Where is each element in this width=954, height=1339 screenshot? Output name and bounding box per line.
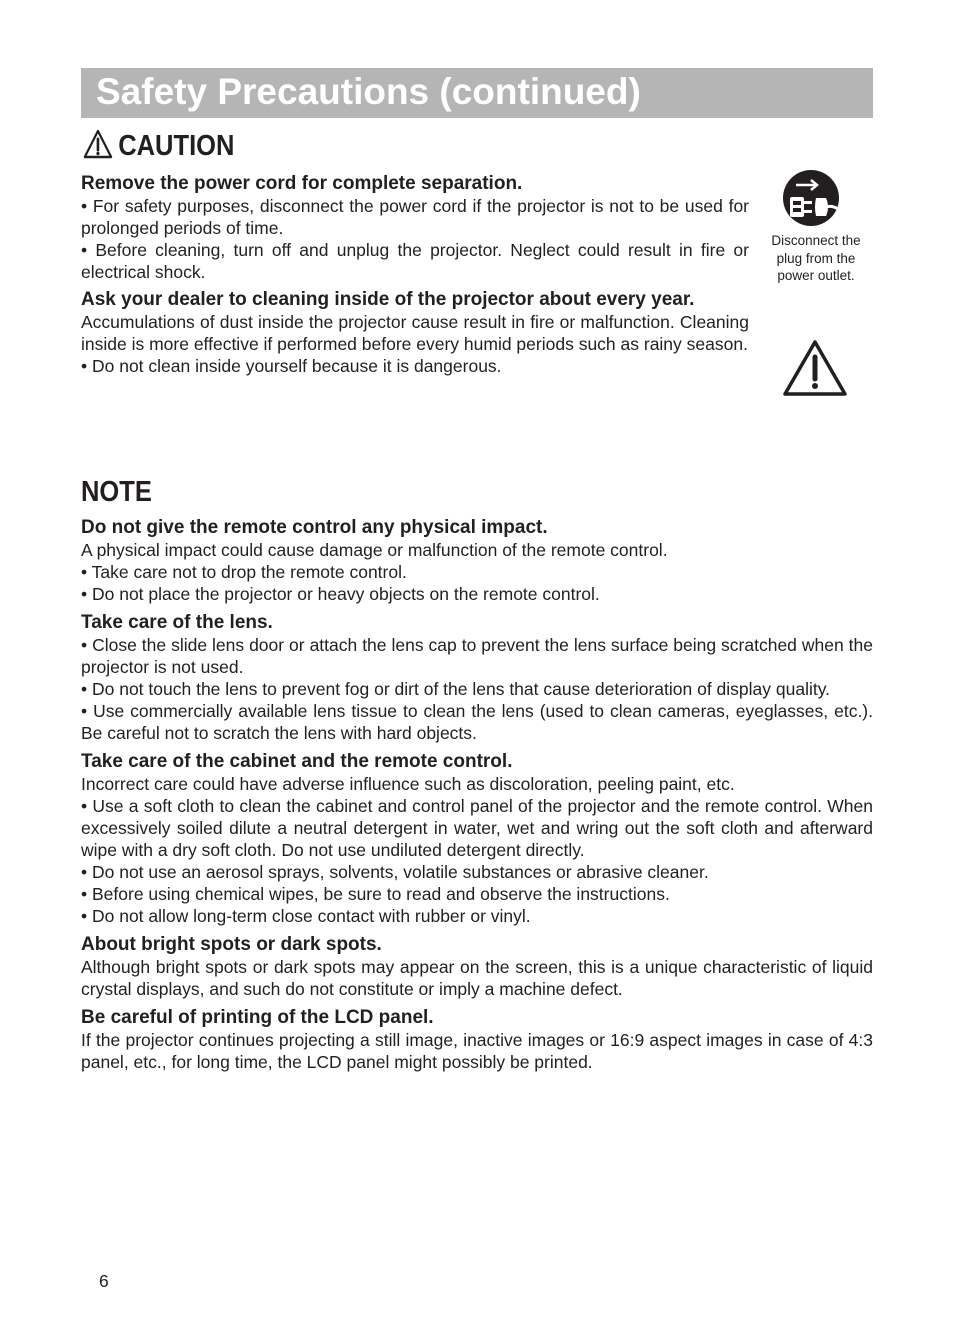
title-bar bbox=[81, 68, 873, 118]
caution-section bbox=[81, 172, 749, 377]
paragraph: A physical impact could cause damage or malfunction of the remote control. bbox=[81, 540, 668, 560]
unplug-icon bbox=[782, 169, 840, 232]
section-title: Do not give the remote control any physical impact. bbox=[81, 517, 548, 538]
unplug-caption: Disconnect the plug from the power outlet. bbox=[771, 233, 861, 283]
section-title: Take care of the lens. bbox=[81, 612, 273, 633]
paragraph: • For safety purposes, disconnect the power cord if the projector is not to be used for prolonged periods of time. bbox=[81, 196, 749, 238]
page-title: Safety Precautions (continued) bbox=[96, 71, 641, 112]
paragraph: • Use commercially available lens tissue to clean the lens (used to clean cameras, eyeglasses, etc.). Be careful not to scratch the lens with hard objects. bbox=[81, 701, 873, 743]
section-title: About bright spots or dark spots. bbox=[81, 934, 382, 955]
warning-triangle-icon bbox=[782, 339, 848, 402]
paragraph: • Do not clean inside yourself because it is dangerous. bbox=[81, 356, 502, 376]
paragraph: • Do not allow long-term close contact with rubber or vinyl. bbox=[81, 906, 531, 926]
section-title: Remove the power cord for complete separation. bbox=[81, 173, 523, 194]
paragraph: • Close the slide lens door or attach the lens cap to prevent the lens surface being scratched when the projector is not used. bbox=[81, 635, 873, 677]
paragraph: • Do not touch the lens to prevent fog or dirt of the lens that cause deterioration of display quality. bbox=[81, 679, 831, 699]
paragraph: Incorrect care could have adverse influence such as discoloration, peeling paint, etc. bbox=[81, 774, 735, 794]
section-title: Ask your dealer to cleaning inside of the projector about every year. bbox=[81, 289, 695, 310]
section-title: Be careful of printing of the LCD panel. bbox=[81, 1007, 434, 1028]
paragraph: • Do not place the projector or heavy objects on the remote control. bbox=[81, 584, 600, 604]
paragraph: • Do not use an aerosol sprays, solvents, volatile substances or abrasive cleaner. bbox=[81, 862, 709, 882]
section-title: Take care of the cabinet and the remote control. bbox=[81, 751, 513, 772]
caution-heading bbox=[83, 129, 234, 167]
page-number: 6 bbox=[99, 1271, 109, 1291]
paragraph: • Use a soft cloth to clean the cabinet and control panel of the projector and the remote control. When excessively soiled dilute a neutral detergent in water, wet and wring out the soft cloth and afterward wipe with a dry soft cloth. Do not use undiluted detergent directly. bbox=[81, 796, 873, 860]
caution-heading-text: CAUTION bbox=[118, 130, 235, 162]
paragraph: • Before cleaning, turn off and unplug the projector. Neglect could result in fire or electrical shock. bbox=[81, 240, 749, 282]
paragraph: • Before using chemical wipes, be sure to read and observe the instructions. bbox=[81, 884, 670, 904]
paragraph: • Take care not to drop the remote control. bbox=[81, 562, 407, 582]
note-section bbox=[81, 516, 873, 1073]
paragraph: Accumulations of dust inside the projector cause result in fire or malfunction. Cleaning inside is more effective if performed before every humid periods such as rainy season. bbox=[81, 312, 749, 354]
paragraph: Although bright spots or dark spots may appear on the screen, this is a unique characteristic of liquid crystal displays, and such do not constitute or imply a machine defect. bbox=[81, 957, 873, 999]
note-heading: NOTE bbox=[81, 476, 152, 508]
paragraph: If the projector continues projecting a still image, inactive images or 16:9 aspect images in case of 4:3 panel, etc., for long time, the LCD panel might possibly be printed. bbox=[81, 1030, 873, 1072]
warning-triangle-icon bbox=[83, 129, 113, 167]
